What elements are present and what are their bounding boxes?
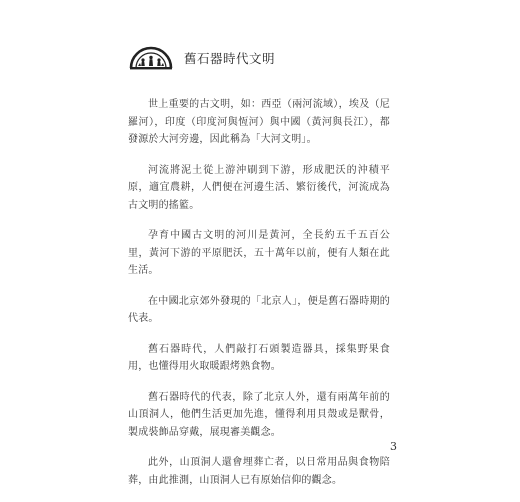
- body-text: [128, 96, 390, 502]
- paragraph: 此外，山頂洞人還會埋葬亡者，以日常用品與食物陪葬，由此推測，山頂洞人已有原始信仰的觀念。: [128, 457, 390, 486]
- paragraph: 孕育中國古文明的河川是黃河，全長約五千五百公里，黃河下游的平原肥沃，五十萬年以前，便有人類在此生活。: [128, 230, 390, 276]
- paragraph: 河流將泥土從上游沖刷到下游，形成肥沃的沖積平原，適宜農耕，人們便在河邊生活、繁衍後代，河流成為古文明的搖籃。: [128, 164, 390, 211]
- paragraph: 世上重要的古文明，如：西亞（兩河流域），埃及（尼羅河），印度（印度河與恆河）與中國（黃河與長江），都發源於大河旁邊，因此稱為「大河文明」。: [128, 99, 390, 145]
- paragraph: 舊石器時代的代表，除了北京人外，還有兩萬年前的山頂洞人，他們生活更加先進，懂得利用貝殼或是獸骨，製成裝飾品穿戴，展現審美觀念。: [128, 391, 390, 438]
- paragraph: 舊石器時代，人們敲打石頭製造器具，採集野果食用，也懂得用火取暖跟烤熟食物。: [128, 343, 390, 372]
- page-title: 舊石器時代文明: [184, 51, 276, 66]
- paragraph: 在中國北京郊外發現的「北京人」，便是舊石器時期的代表。: [128, 295, 390, 324]
- page-number: 3: [390, 440, 397, 453]
- stone-age-relief-icon: [128, 44, 174, 72]
- page-header: [128, 44, 275, 72]
